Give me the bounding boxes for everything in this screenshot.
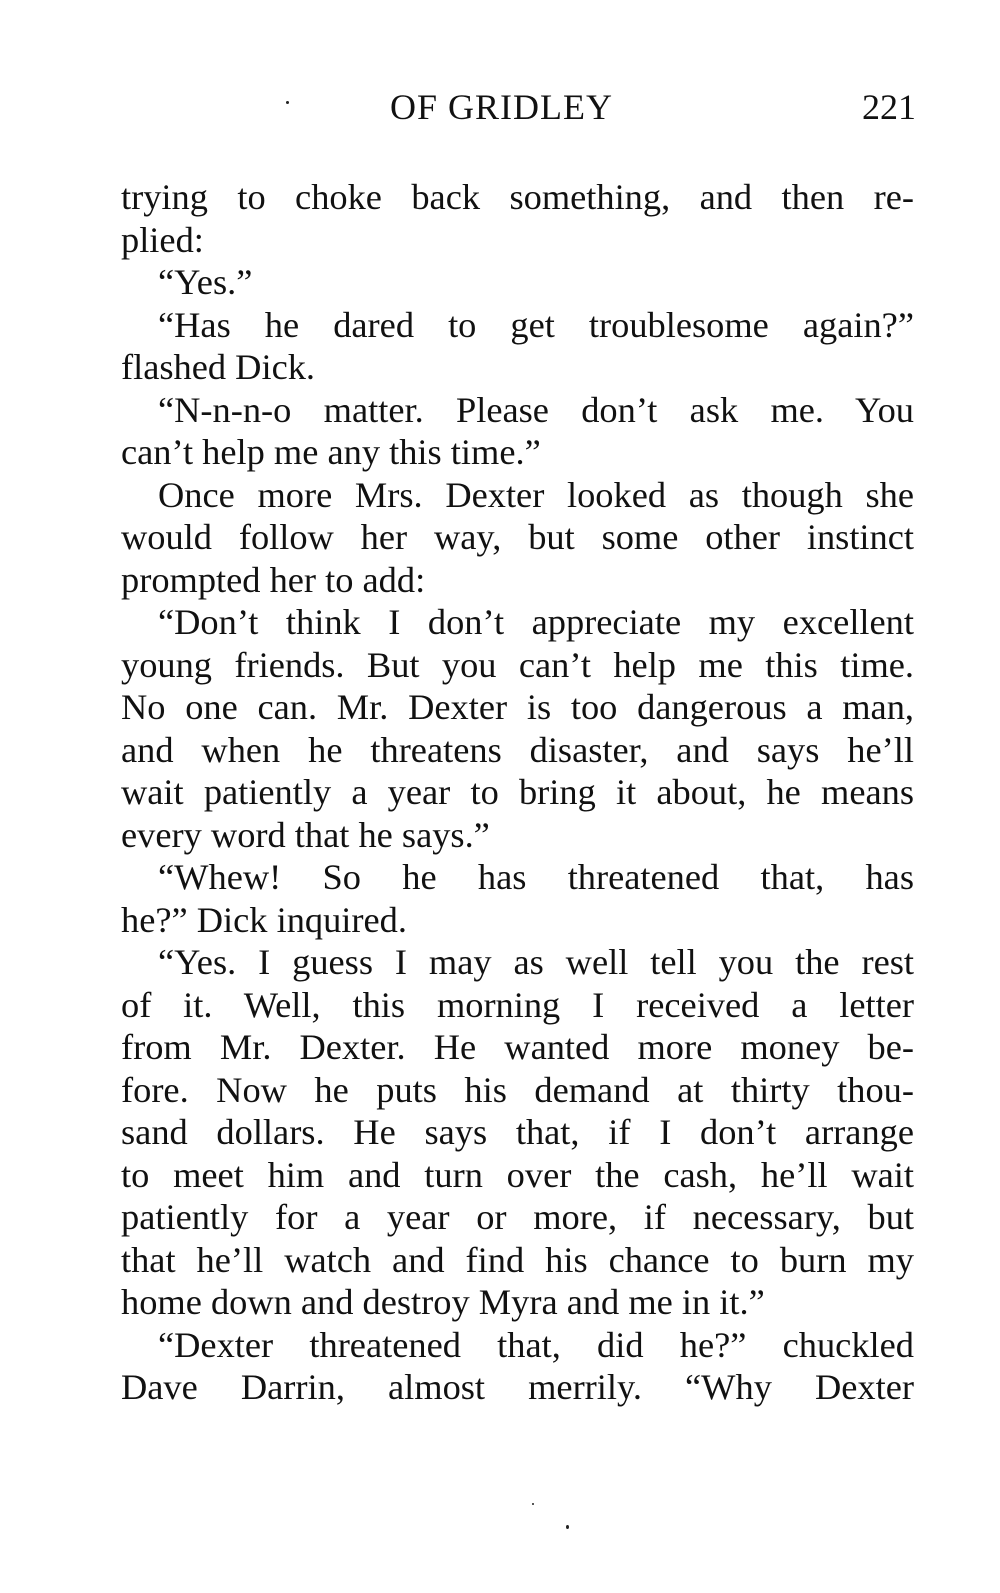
text-line: and when he threatens disaster, and says he’ll: [121, 729, 914, 770]
text-line: “Yes. I guess I may as well tell you the rest: [158, 942, 914, 982]
text-line: of it. Well, this morning I received a letter: [121, 984, 914, 1025]
text-line: that he’ll watch and find his chance to burn my: [121, 1239, 914, 1280]
text-line: No one can. Mr. Dexter is too dangerous a man,: [121, 687, 914, 727]
text-line: “Don’t think I don’t appreciate my excellent: [158, 602, 914, 642]
text-line: from Mr. Dexter. He wanted more money be-: [121, 1027, 914, 1067]
text-line: young friends. But you can’t help me this time.: [121, 644, 914, 685]
print-speck: [566, 1525, 569, 1529]
text-line: to meet him and turn over the cash, he’ll wait: [121, 1154, 914, 1195]
text-line: Dave Darrin, almost merrily. “Why Dexter: [121, 1367, 914, 1407]
text-line: prompted her to add:: [121, 559, 426, 600]
print-speck: [532, 1503, 534, 1505]
text-line: “N-n-n-o matter. Please don’t ask me. You: [158, 389, 914, 430]
text-line: flashed Dick.: [121, 347, 316, 387]
text-line: “Yes.”: [158, 262, 253, 302]
text-line: sand dollars. He says that, if I don’t arrange: [121, 1112, 914, 1152]
body-text: [121, 176, 914, 1409]
print-speck: [286, 101, 289, 104]
text-line: “Has he dared to get troublesome again?”: [158, 304, 914, 345]
running-head: [0, 82, 1000, 132]
page-number: 221: [862, 87, 916, 127]
text-line: Once more Mrs. Dexter looked as though she: [158, 474, 914, 515]
text-line: “Whew! So he has threatened that, has: [158, 857, 914, 897]
text-line: plied:: [121, 219, 204, 260]
text-line: wait patiently a year to bring it about, he means: [121, 772, 914, 812]
text-line: can’t help me any this time.”: [121, 432, 541, 472]
text-line: patiently for a year or more, if necessary, but: [121, 1197, 914, 1237]
running-title: OF GRIDLEY: [390, 87, 613, 127]
text-line: “Dexter threatened that, did he?” chuckled: [158, 1324, 914, 1365]
text-line: he?” Dick inquired.: [121, 899, 407, 940]
text-line: every word that he says.”: [121, 814, 490, 855]
text-line: home down and destroy Myra and me in it.”: [121, 1282, 765, 1322]
text-line: trying to choke back something, and then re-: [121, 177, 914, 217]
text-line: fore. Now he puts his demand at thirty thou-: [121, 1069, 914, 1110]
text-line: would follow her way, but some other instinct: [121, 517, 914, 557]
